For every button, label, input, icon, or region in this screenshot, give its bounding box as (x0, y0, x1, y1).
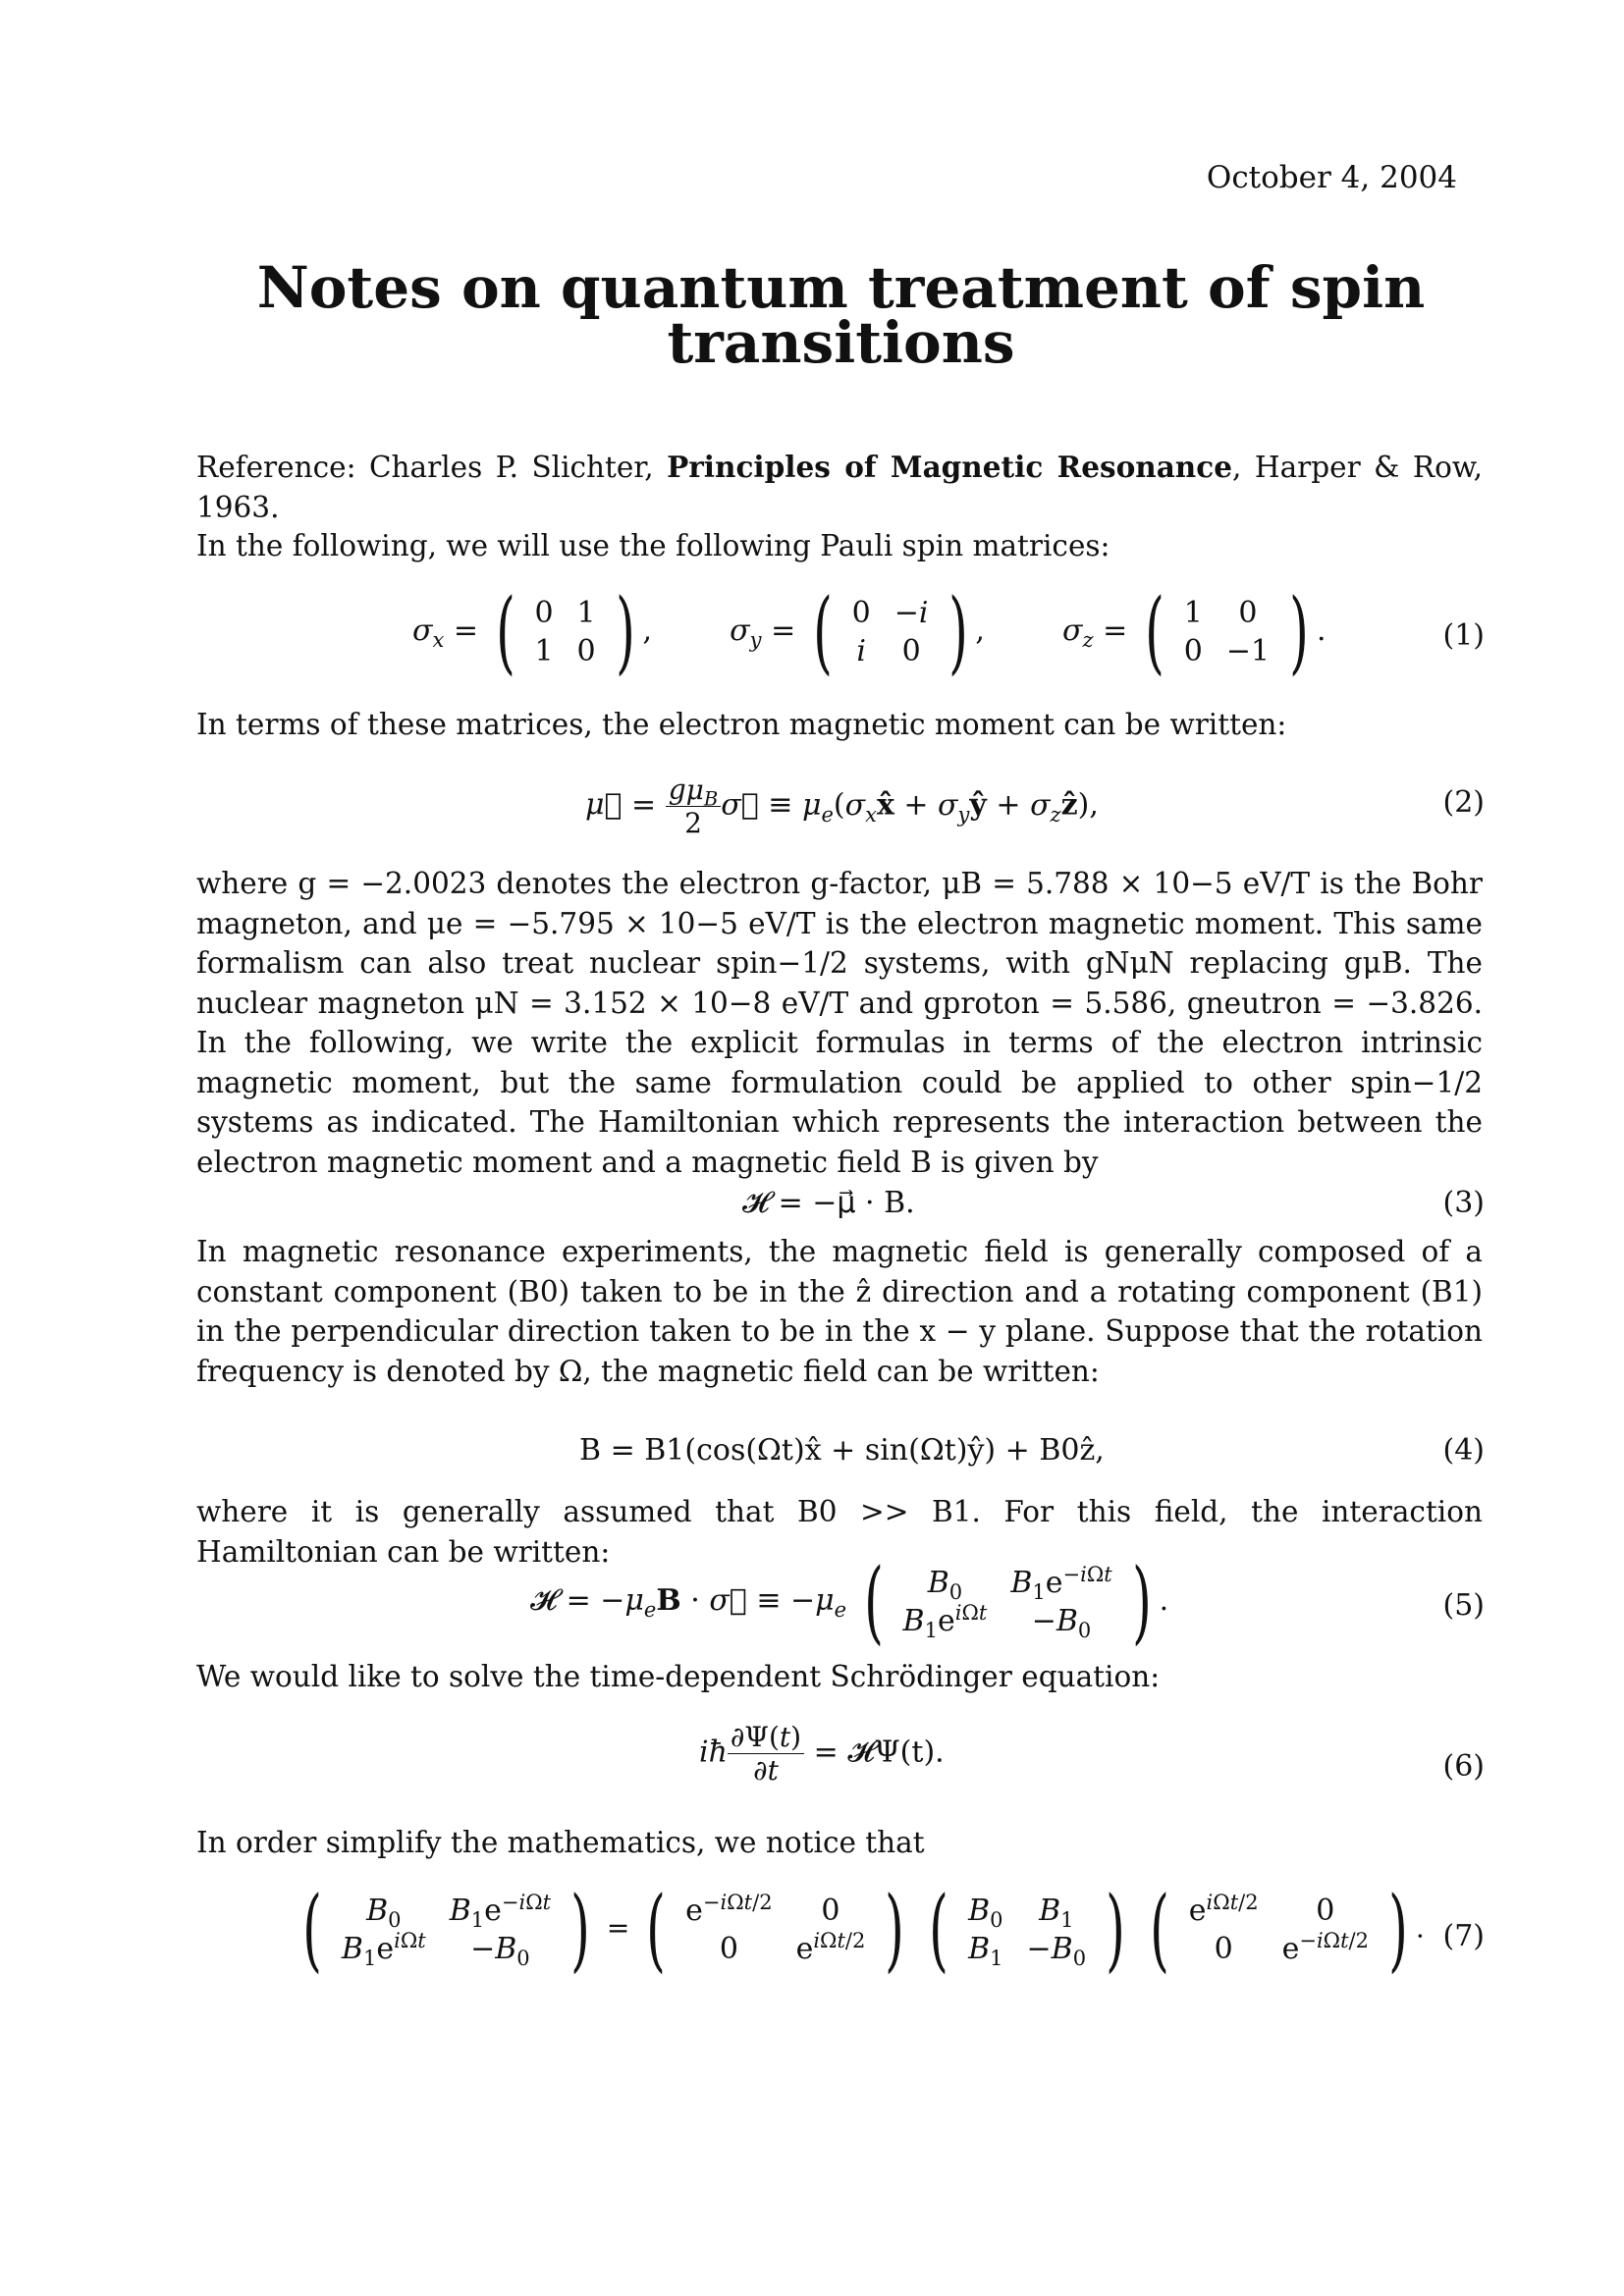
paragraph-g-factor: where g = −2.0023 denotes the electron g-factor, μB = 5.788 × 10−5 eV/T is the Bohr magneton, and μe = −5.795 × 10−5 eV/T is the electron magnetic moment. This same formalism can also treat nuclear spin−1/2 systems, with gNμN replacing gμB. The nuclear magneton μN = 3.152 × 10−8 eV/T and gproton = 5.586, gneutron = −3.826. In the following, we write the explicit formulas in terms of the electron intrinsic magnetic moment, but the same formulation could be applied to other spin−1/2 systems as indicated. The Hamiltonian which represents the interaction between the electron magnetic moment and a magnetic field B is given by (196, 867, 1483, 1179)
equation-5-interaction-hamiltonian: 𝓗 = $-\mu_eB$ · σ⃗ ≡ $-\mu_e$ ( $B_0$ $B_1e^{-i\Omega t}$ $B_1e^{i\Omega t}$ $-B_0$ ) . (530, 1549, 1169, 1654)
paragraph-pauli-intro: In the following, we will use the following Pauli spin matrices: (196, 529, 1110, 562)
paragraph-schrodinger: We would like to solve the time-dependent Schrödinger equation: (196, 1660, 1161, 1693)
equation-number-6: (6) (1442, 1749, 1485, 1784)
paragraph-simplify: In order simplify the mathematics, we notice that (196, 1826, 925, 1859)
reference-line: Reference: Charles P. Slichter, Principles of Magnetic Resonance, Harper & Row, 1963. (196, 450, 1483, 524)
reference-book-title: Principles of Magnetic Resonance (667, 450, 1232, 484)
equation-number-1: (1) (1442, 618, 1485, 653)
equation-2-magnetic-moment: μ⃗ = $\frac{g\mu_B}{2}$ σ⃗ ≡ $\mu_e(\sigma_xx̂$ + $\sigma_yŷ$ + $\sigma_zẑ$), (585, 774, 1099, 839)
equation-1-pauli-matrices: $\sigma_x$ = ( 0 1 1 0 ) , $\sigma_y$ = ( 0 −i i 0 ) , $\sigma_z$ = ( 1 0 0 −1 ) . (412, 579, 1326, 684)
equation-7-matrix-decomposition: ( $B_0$ $B_1e^{-i\Omega t}$ $B_1e^{i\Omega t}$ $-B_0$ ) = ( $e^{-i\Omega t/2}$ 0 0 $e^{i\Omega t/2}$ ) ( $B_0$ $B_1$ $B_1$ $-B_0$ ) ( $e^{i\Omega t/2}$ 0 0 $e^{-i\Omega t/2}$ ) . (302, 1877, 1425, 1982)
equation-3-hamiltonian: 𝓗 = −μ⃗ · B. (742, 1186, 915, 1220)
equation-number-7: (7) (1442, 1919, 1485, 1953)
paragraph-matrices-terms: In terms of these matrices, the electron magnetic moment can be written: (196, 708, 1287, 741)
equation-number-4: (4) (1442, 1433, 1485, 1468)
equation-number-2: (2) (1442, 785, 1485, 820)
document-date: October 4, 2004 (1206, 160, 1457, 195)
equation-6-schrodinger: iħ $\frac{\partial\Psi(t)}{\partial t}$ = 𝓗Ψ(t). (699, 1721, 945, 1787)
equation-number-3: (3) (1442, 1186, 1485, 1220)
paragraph-b0-assumption: where it is generally assumed that B0 >> B1. For this field, the interaction Hamiltonian can be written: (196, 1495, 1483, 1569)
paragraph-resonance-field: In magnetic resonance experiments, the magnetic field is generally composed of a constant component (B0) taken to be in the ẑ direction and a rotating component (B1) in the perpendicular direction taken to be in the x − y plane. Suppose that the rotation frequency is denoted by Ω, the magnetic field can be written: (196, 1235, 1483, 1388)
equation-number-5: (5) (1442, 1588, 1485, 1623)
equation-4-magnetic-field: B = B1(cos(Ωt)x̂ + sin(Ωt)ŷ) + B0ẑ, (579, 1433, 1105, 1468)
equation-6-rhs: = 𝓗Ψ(t). (813, 1735, 945, 1770)
document-title: Notes on quantum treatment of spin transitions (256, 254, 1426, 376)
